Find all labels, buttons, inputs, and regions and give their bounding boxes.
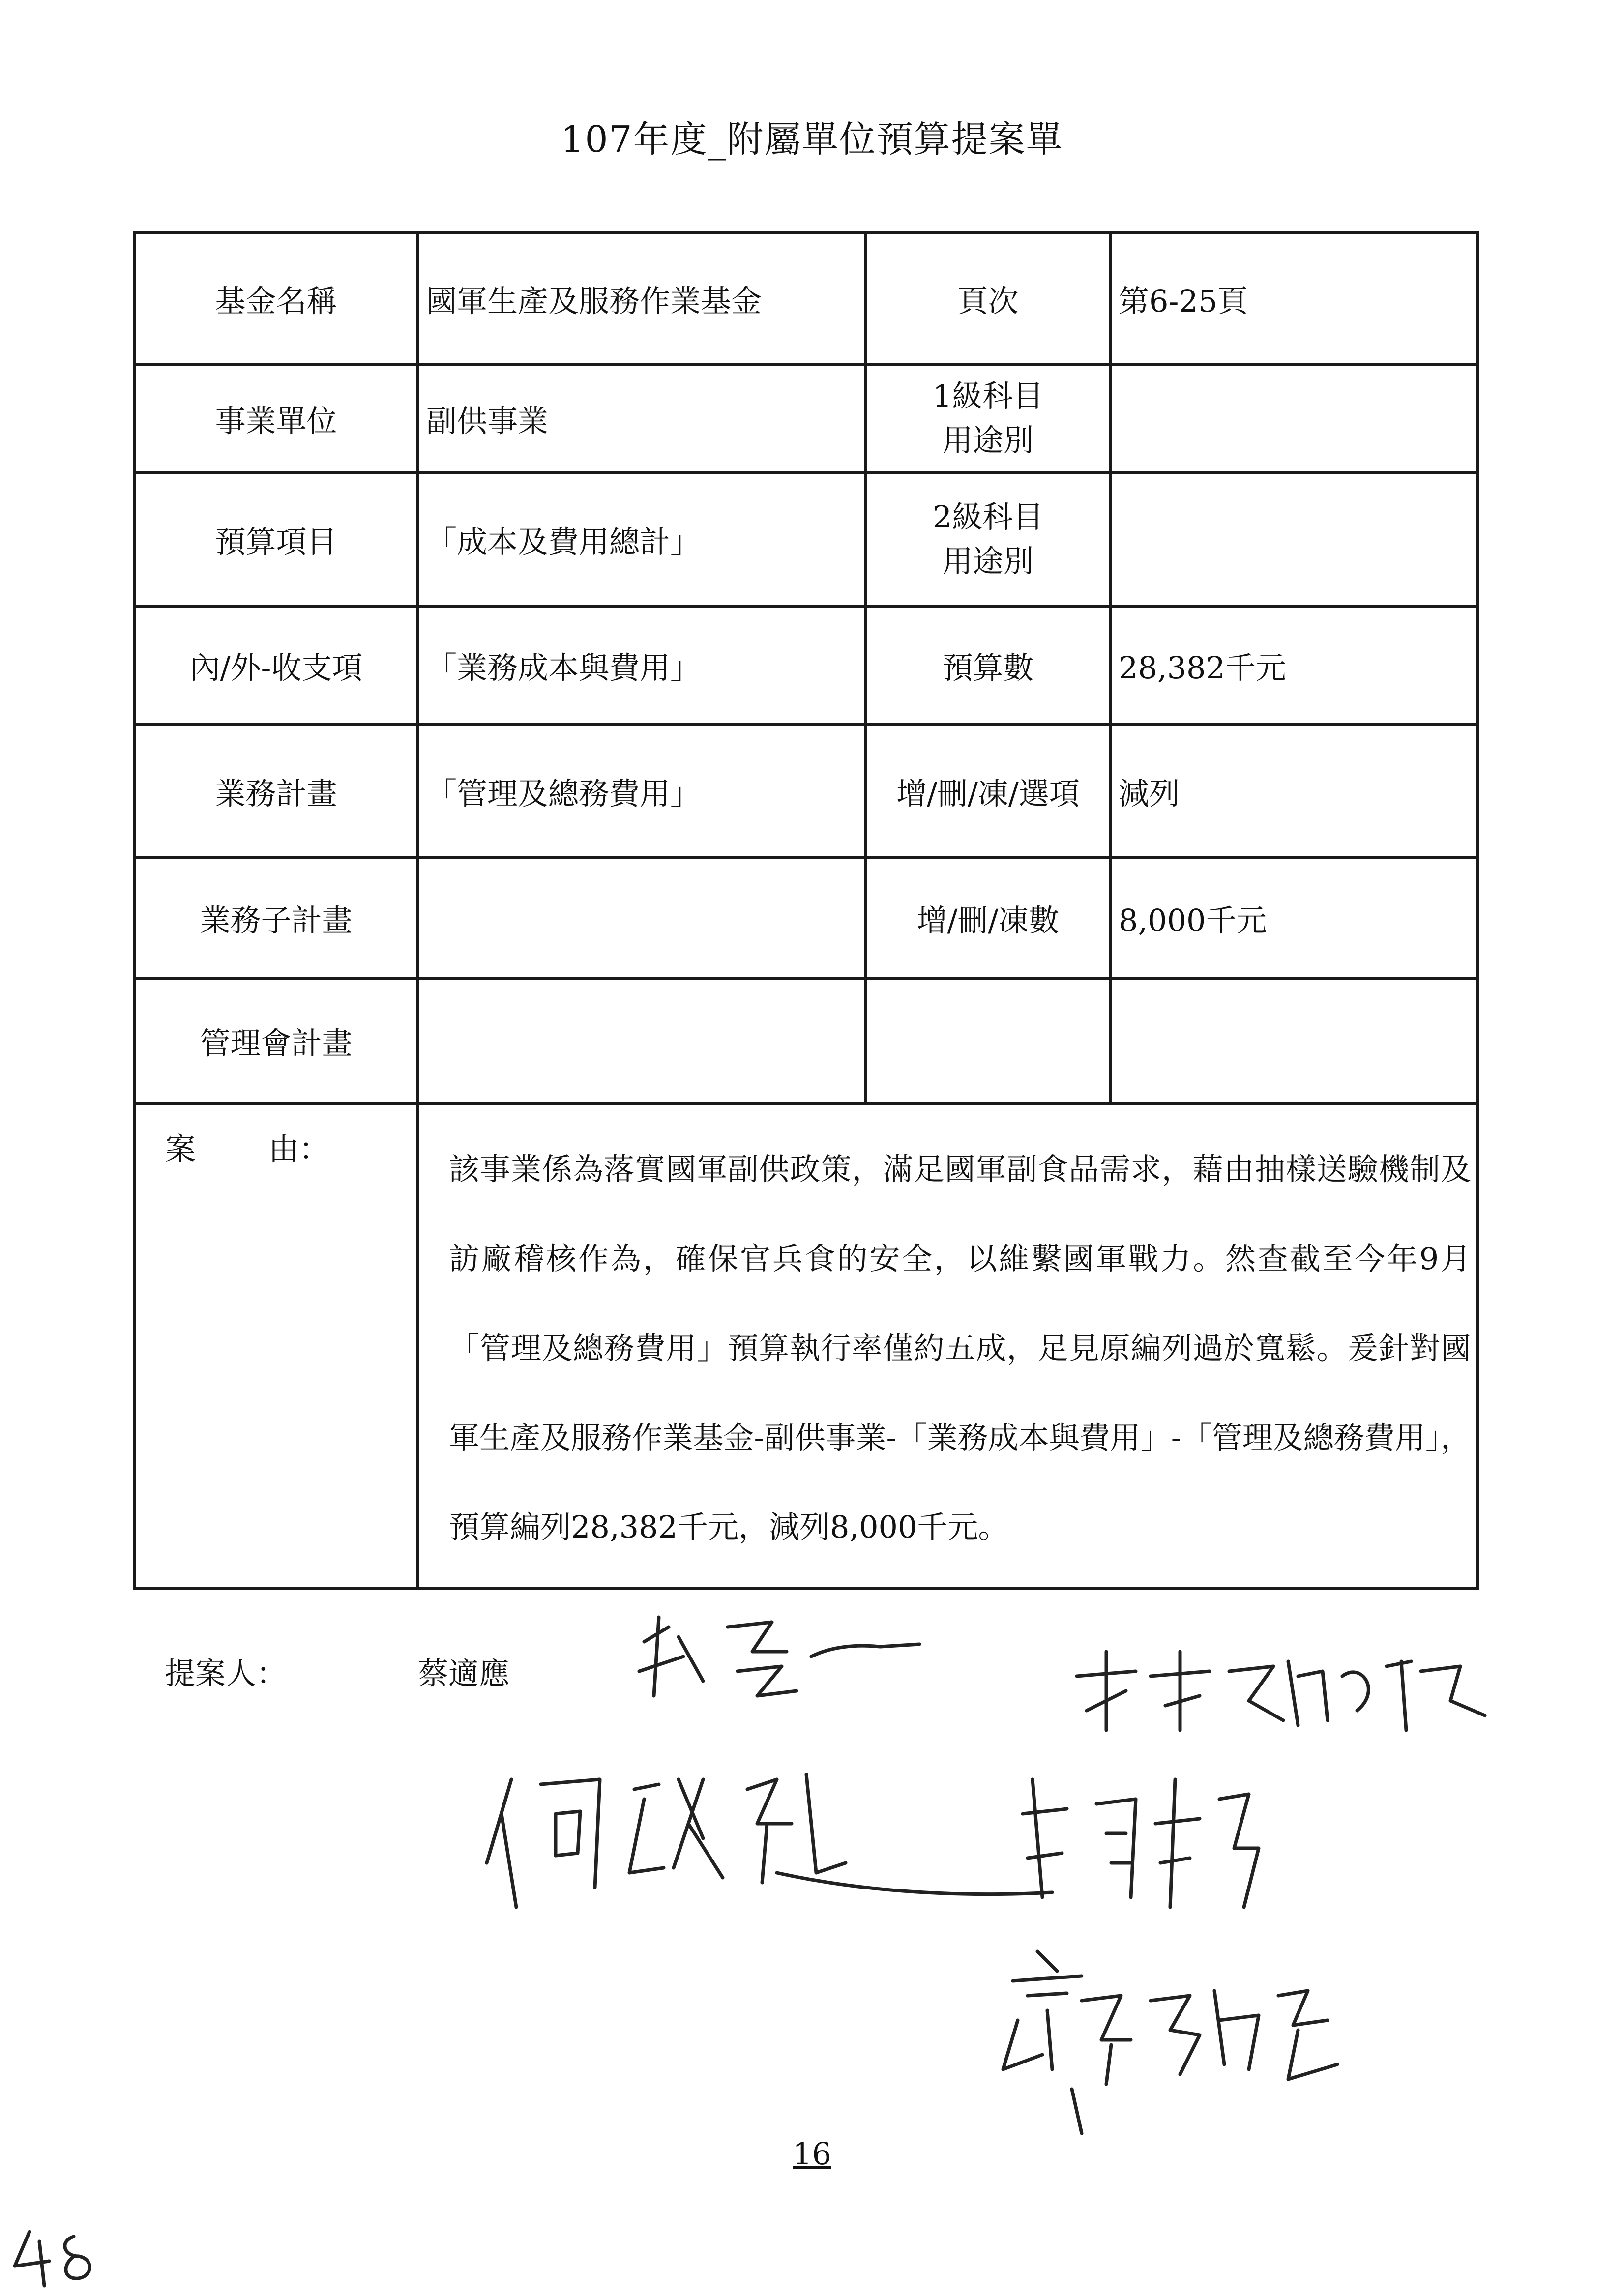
value-budget-item: 「成本及費用總計」 [418, 472, 866, 606]
label-level2-line1: 2級科目 [932, 499, 1044, 535]
signature-1 [624, 1598, 939, 1715]
label-budget-amount: 預算數 [866, 606, 1110, 724]
row-business-plan [134, 724, 1477, 858]
signature-4 [1013, 1760, 1288, 1917]
label-level1-line2: 用途別 [942, 422, 1034, 458]
value-fund-name: 國軍生產及服務作業基金 [418, 233, 866, 364]
value-mgmt-accounting-plan [418, 978, 866, 1104]
label-reason-a: 案 [165, 1131, 196, 1167]
row-sub-plan [134, 858, 1477, 978]
signature-5 [983, 1942, 1367, 2138]
value-empty [1110, 978, 1477, 1104]
reason-paragraph: 該事業係為落實國軍副供政策，滿足國軍副食品需求，藉由抽樣送驗機制及訪廠稽核作為，確保官兵食的安全，以維繫國軍戰力。然查截至今年9月「管理及總務費用」預算執行率僅約五成，足見原編列過於寬鬆。爰針對國軍生產及服務作業基金-副供事業-「業務成本與費用」-「管理及總務費用」，預算編列28,382千元，減列8,000千元。 [449, 1151, 1471, 1545]
label-reason [134, 1104, 418, 1588]
value-sub-plan [418, 858, 866, 978]
row-reason [134, 1104, 1477, 1588]
label-empty [866, 978, 1110, 1104]
value-budget-amount: 28,382千元 [1110, 606, 1477, 724]
value-business-unit: 副供事業 [418, 364, 866, 472]
label-mgmt-accounting-plan: 管理會計畫 [134, 978, 418, 1104]
label-level2-subject [866, 472, 1110, 606]
label-action-amount: 增/刪/凍數 [866, 858, 1110, 978]
label-action-option: 增/刪/凍/選項 [866, 724, 1110, 858]
label-fund-name: 基金名稱 [134, 233, 418, 364]
value-action-amount: 8,000千元 [1110, 858, 1477, 978]
label-sub-plan: 業務子計畫 [134, 858, 418, 978]
value-income-expense: 「業務成本與費用」 [418, 606, 866, 724]
value-level2-subject [1110, 472, 1477, 606]
page-number: 16 [793, 2136, 831, 2172]
proposer-label: 提案人： [165, 1656, 287, 1691]
document-title: 107年度_附屬單位預算提案單 [561, 118, 1063, 161]
row-business-unit [134, 364, 1477, 472]
value-level1-subject [1110, 364, 1477, 472]
label-budget-item: 預算項目 [134, 472, 418, 606]
label-reason-b: 由： [268, 1131, 330, 1167]
label-income-expense: 內/外-收支項 [134, 606, 418, 724]
label-business-unit: 事業單位 [134, 364, 418, 472]
proposer-name: 蔡適應 [418, 1656, 510, 1691]
row-mgmt-accounting-plan [134, 978, 1477, 1104]
reason-text [418, 1104, 1477, 1588]
row-income-expense [134, 606, 1477, 724]
row-budget-item [134, 472, 1477, 606]
label-business-plan: 業務計畫 [134, 724, 418, 858]
signature-3 [472, 1750, 1062, 1912]
label-level1-line1: 1級科目 [932, 378, 1044, 414]
handwritten-mark [10, 2222, 108, 2291]
label-page: 頁次 [866, 233, 1110, 364]
label-level1-subject [866, 364, 1110, 472]
row-fund-name [134, 233, 1477, 364]
label-level2-line2: 用途別 [942, 543, 1034, 579]
value-business-plan: 「管理及總務費用」 [418, 724, 866, 858]
signature-2 [1067, 1632, 1490, 1740]
value-page: 第6-25頁 [1110, 233, 1477, 364]
proposal-form-table [133, 231, 1479, 1590]
value-action-option: 減列 [1110, 724, 1477, 858]
